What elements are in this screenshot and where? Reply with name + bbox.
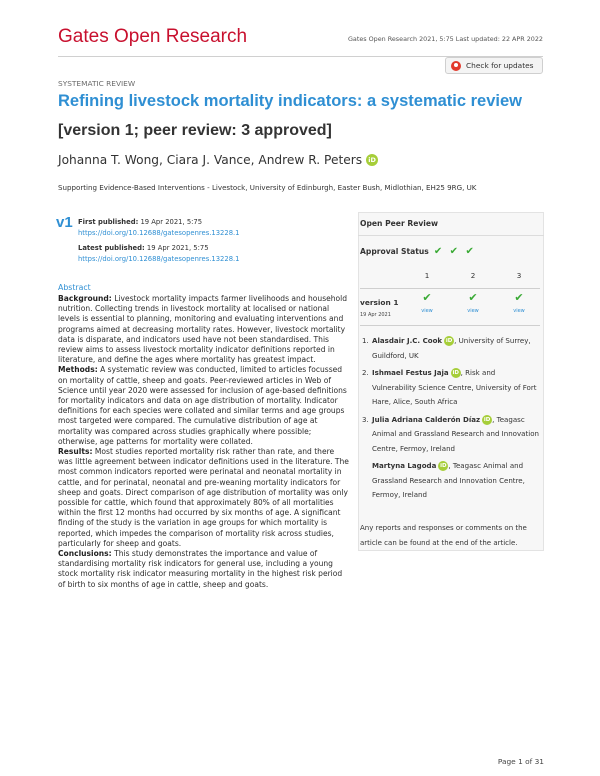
journal-name: Gates Open Research (58, 26, 248, 47)
methods-label: Methods: (58, 365, 98, 375)
first-published-value: 19 Apr 2021, 5:75 (140, 218, 203, 226)
affiliation: Supporting Evidence-Based Interventions - Livestock, University of Edinburgh, Easter Bush, Midlothian, EH25 9RG, UK (58, 183, 477, 192)
article-title: Refining livestock mortality indicators: a systematic review (58, 92, 522, 110)
reviewer-item (362, 459, 540, 503)
results-label: Results: (58, 447, 93, 457)
page-number: Page 1 of 31 (497, 757, 544, 766)
background-text: Livestock mortality impacts farmer livelihoods and household nutrition. Collecting trends in livestock mortality at localised or national levels is essential to planning, monitoring and evaluating interventions and programs aimed at decreasing mortality rates. However, livestock mortality data is disparate, and indicators used have not been standardised. This review aims to assess livestock mortality indicator definitions reported in literature, and define the ages where mortality has greatest impact. (58, 294, 348, 365)
abstract-background (58, 294, 350, 365)
reviewer-affiliation: , Teagasc Animal and Grassland Research and Innovation Centre, Fermoy, Ireland (372, 461, 525, 499)
author-list (58, 153, 378, 167)
reviewer-item (362, 366, 540, 410)
reviewer-2-check-icon: ✔ (468, 291, 478, 304)
article-type: SYSTEMATIC REVIEW (58, 79, 136, 88)
reviewer-column-3: 3 (516, 271, 522, 280)
methods-text: A systematic review was conducted, limited to articles focussed on mortality of cattle, sheep and goats. Peer-reviewed articles in Web of Science until year 2020 were assessed for inclusion of age-based definitions for mortality indicators and data on age distribution of mortality. Indicator definitions for each species were collated and similar terms and age groups most targeted were compared. The cumulative distribution of age at mortality was compared across studies graphically where possible; otherwise, age patterns for mortality were collated. (58, 365, 347, 446)
approval-status (360, 246, 476, 257)
version-date: 19 Apr 2021 (360, 312, 391, 318)
reviewer-1-check-icon: ✔ (422, 291, 432, 304)
first-published-label: First published: (78, 218, 139, 226)
reviewer-3-check-icon: ✔ (514, 291, 524, 304)
orcid-icon[interactable]: iD (483, 416, 491, 423)
version-badge: v1 (56, 214, 73, 231)
reviewer-name[interactable]: Julia Adriana Calderón Díaz (372, 414, 481, 424)
comments-note: Any reports and responses or comments on the article can be found at the end of the article. (360, 524, 527, 547)
authors-text: Johanna T. Wong, Ciara J. Vance, Andrew R. Peters (58, 153, 363, 167)
reviewer-column-1: 1 (424, 271, 430, 280)
reviewer-number (362, 459, 372, 503)
reviewer-name[interactable]: Martyna Lagoda (372, 461, 437, 470)
results-text: Most studies reported mortality risk rather than rate, and there was little agreement between indicator definitions used in the literature. The most common indicators reported were perinatal and neonatal mortality in cattle, and for perinatal, neonatal and pre-weaning mortality indicators for sheep and goats. Direct comparison of age distribution of mortality was only possible for cattle, which found that approximately 80% of all mortalities within the first 12 months had occurred by six months of age. A significant finding of the study is the variation in age groups for which mortality is reported, which impedes the comparison of mortality risk across studies, particularly for sheep and goats. (58, 447, 349, 548)
conclusions-label: Conclusions: (58, 549, 112, 559)
orcid-icon[interactable]: iD (366, 154, 378, 166)
table-divider-bottom (360, 325, 540, 326)
reviewer-item (362, 413, 540, 457)
orcid-icon[interactable]: iD (440, 463, 447, 469)
reviewer-list (362, 334, 540, 506)
orcid-icon[interactable]: iD (445, 338, 453, 344)
approval-ticks-icon: ✔ ✔ ✔ (433, 246, 476, 257)
reviewer-affiliation: , Risk and Vulnerability Science Centre, University of Fort Hare, Alice, South Africa (372, 368, 537, 406)
publication-info (78, 217, 240, 264)
check-for-updates-button[interactable] (445, 57, 543, 74)
reviewer-2-view-link[interactable]: view (467, 308, 479, 314)
reviewer-3-view-link[interactable]: view (513, 308, 525, 314)
orcid-icon[interactable]: iD (452, 370, 459, 376)
reviewer-name[interactable]: Ishmael Festus Jaja (372, 368, 449, 377)
crossmark-icon (451, 61, 461, 71)
conclusions-text: This study demonstrates the importance and value of standardising mortality risk indicators for general use, including a young stock mortality risk indicator measuring mortality in the highest risk period of birth to six months of age in cattle, sheep and goats. (58, 549, 343, 589)
abstract-results (58, 447, 350, 549)
reviewer-item (362, 334, 540, 363)
first-published-doi-link[interactable]: https://doi.org/10.12688/gatesopenres.13228.1 (78, 228, 240, 237)
version-status: [version 1; peer review: 3 approved] (58, 122, 332, 139)
version-label: version 1 (360, 298, 399, 307)
header-meta: Gates Open Research 2021, 5:75 Last updated: 22 APR 2022 (347, 35, 543, 43)
approval-status-label: Approval Status (360, 247, 429, 256)
abstract-heading: Abstract (58, 283, 91, 292)
background-label: Background: (58, 294, 112, 303)
reviewer-1-view-link[interactable]: view (421, 308, 433, 314)
table-divider (360, 288, 540, 289)
reviewer-number: 3. (362, 414, 369, 424)
reviewer-number: 2. (362, 368, 369, 377)
reviewer-name[interactable]: Alasdair J.C. Cook (372, 336, 443, 345)
reviewer-number: 1. (362, 336, 369, 345)
reviewer-column-2: 2 (470, 271, 476, 280)
reviewer-affiliation: , University of Surrey, Guildford, UK (372, 336, 531, 360)
latest-published-doi-link[interactable]: https://doi.org/10.12688/gatesopenres.13228.1 (78, 254, 240, 263)
check-for-updates-label: Check for updates (466, 61, 534, 70)
open-peer-review-heading: Open Peer Review (360, 219, 439, 228)
reviewer-affiliation: , Teagasc Animal and Grassland Research and Innovation Centre, Fermoy, Ireland (372, 414, 539, 453)
abstract-conclusions (58, 549, 350, 590)
latest-published-label: Latest published: (78, 244, 145, 252)
panel-divider (358, 235, 544, 236)
latest-published-value: 19 Apr 2021, 5:75 (146, 244, 209, 252)
abstract-methods (58, 365, 350, 447)
abstract-body (58, 294, 350, 590)
